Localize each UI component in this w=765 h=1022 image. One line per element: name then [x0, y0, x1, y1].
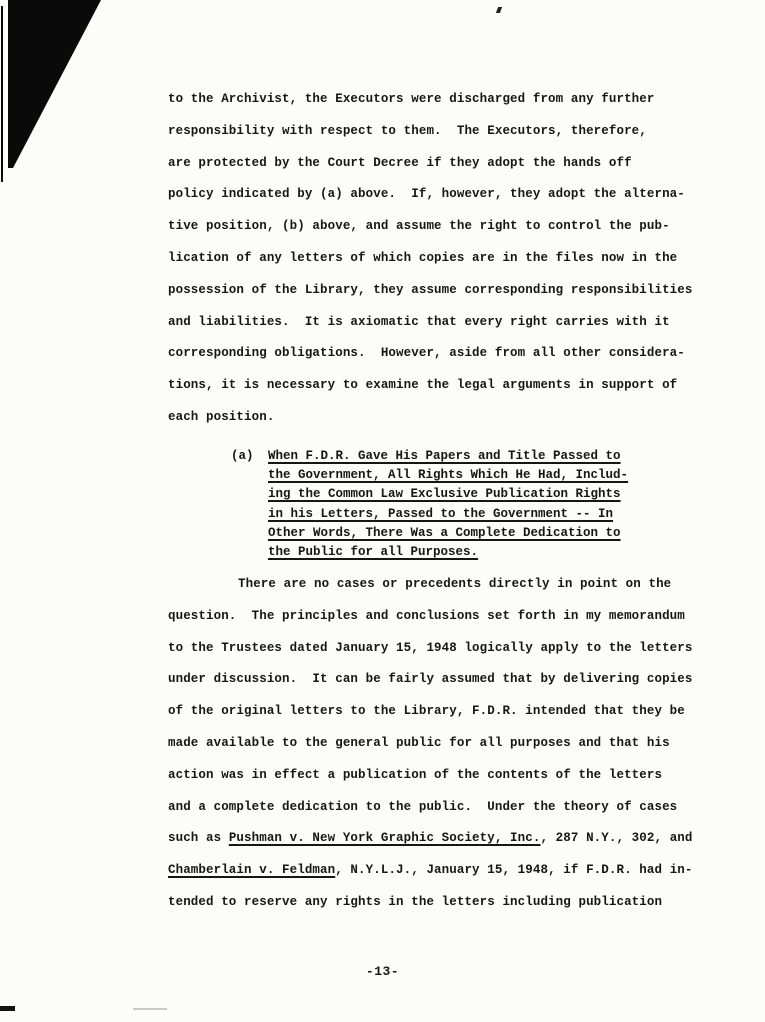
text-line: Other Words, There Was a Complete Dedication to: [268, 525, 621, 540]
text-line: responsibility with respect to them. The Executors, therefore,: [168, 123, 647, 138]
text-line: such as Pushman v. New York Graphic Society, Inc., 287 N.Y., 302, and: [168, 831, 693, 846]
text-line: When F.D.R. Gave His Papers and Title Passed to: [268, 449, 621, 463]
text-line: in his Letters, Passed to the Government -- In: [268, 506, 614, 521]
scan-artifact-bottom-dash: [133, 1008, 167, 1010]
text-line: are protected by the Court Decree if they adopt the hands off: [168, 155, 632, 170]
scan-artifact-corner-triangle: [0, 0, 104, 168]
text-line: to the Trustees dated January 15, 1948 logically apply to the letters: [168, 640, 693, 655]
text-line: made available to the general public for all purposes and that his: [168, 735, 670, 750]
text-line: possession of the Library, they assume corresponding responsibilities: [168, 282, 693, 297]
section-heading-a: [231, 447, 698, 562]
text-line: There are no cases or precedents directly in point on the: [238, 577, 672, 591]
paragraph-executors-responsibility: [168, 84, 713, 434]
text-line: question. The principles and conclusions set forth in my memorandum: [168, 608, 685, 623]
text-line: tions, it is necessary to examine the legal arguments in support of: [168, 378, 678, 393]
text-line: the Government, All Rights Which He Had, Includ-: [268, 468, 629, 483]
page-number: -13-: [365, 964, 400, 979]
text-line: ing the Common Law Exclusive Publication Rights: [268, 487, 621, 502]
text-line: and liabilities. It is axiomatic that every right carries with it: [168, 314, 670, 329]
text-line: the Public for all Purposes.: [268, 545, 479, 560]
text-line: and a complete dedication to the public. Under the theory of cases: [168, 799, 678, 814]
section-heading-text: [268, 447, 698, 562]
text-line: tive position, (b) above, and assume the right to control the pub-: [168, 219, 670, 234]
text-line: of the original letters to the Library, F.D.R. intended that they be: [168, 704, 685, 719]
text-line: lication of any letters of which copies are in the files now in the: [168, 250, 678, 265]
text-line: to the Archivist, the Executors were discharged from any further: [168, 92, 655, 106]
paragraph-no-cases-precedents: [168, 569, 713, 919]
text-line: policy indicated by (a) above. If, however, they adopt the alterna-: [168, 187, 685, 202]
text-line: each position.: [168, 409, 275, 424]
text-line: action was in effect a publication of the contents of the letters: [168, 767, 663, 782]
scan-artifact-edge-line: [1, 6, 3, 182]
stray-mark: [496, 7, 502, 13]
text-line: tended to reserve any rights in the letters including publication: [168, 894, 663, 909]
text-line: under discussion. It can be fairly assumed that by delivering copies: [168, 672, 693, 687]
text-line: Chamberlain v. Feldman, N.Y.L.J., January 15, 1948, if F.D.R. had in-: [168, 863, 693, 878]
scan-artifact-bottom-mark: [0, 1006, 15, 1011]
text-line: corresponding obligations. However, aside from all other considera-: [168, 346, 685, 361]
section-heading-label: (a): [231, 449, 254, 463]
